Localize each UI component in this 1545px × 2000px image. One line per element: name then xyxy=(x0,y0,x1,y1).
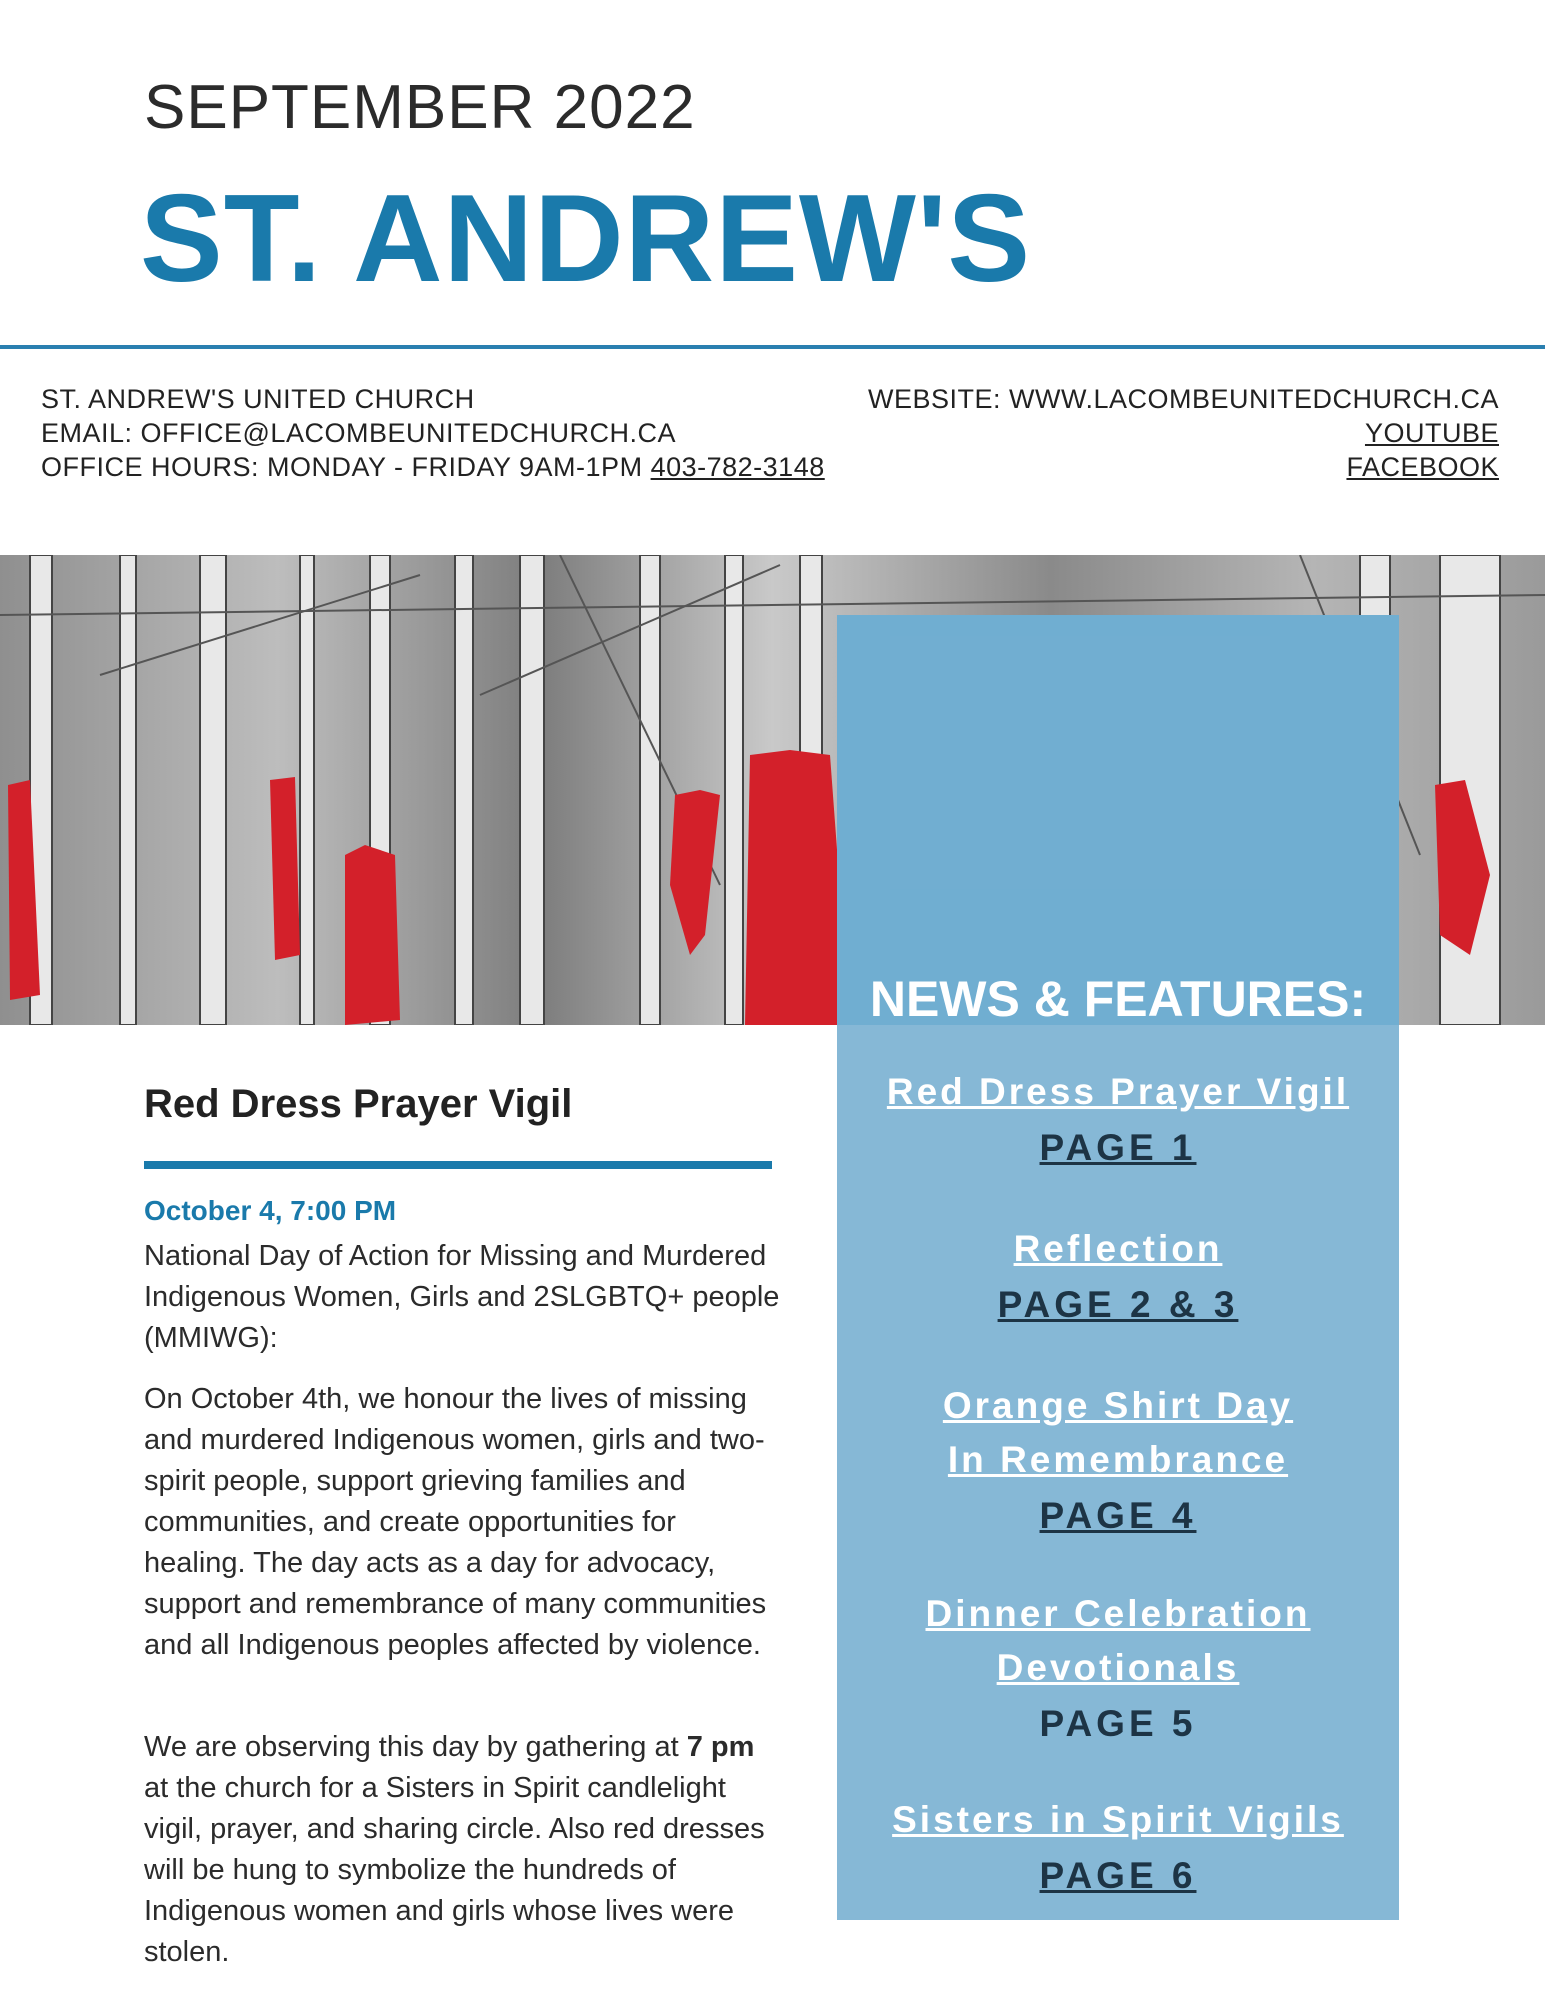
article-title: Red Dress Prayer Vigil xyxy=(144,1082,573,1126)
toc-title[interactable]: Sisters in Spirit Vigils xyxy=(892,1799,1344,1840)
article-intro-text: National Day of Action for Missing and Murdered Indigenous Women, Girls and 2SLGBTQ+ people (MMIWG): xyxy=(144,1240,780,1354)
toc-page[interactable]: PAGE 2 & 3 xyxy=(997,1284,1239,1325)
paragraph-2-start: We are observing this day by gathering at xyxy=(144,1731,687,1763)
contact-info-right xyxy=(868,382,1499,484)
toc-item-red-dress[interactable] xyxy=(837,1065,1399,1177)
article-divider xyxy=(144,1161,772,1169)
toc-item-dinner-celebration[interactable] xyxy=(837,1587,1399,1753)
email-text: EMAIL: OFFICE@LACOMBEUNITEDCHURCH.CA xyxy=(41,418,676,448)
news-features-heading: NEWS & FEATURES: xyxy=(869,971,1367,1027)
toc-page[interactable]: PAGE 4 xyxy=(1039,1495,1197,1536)
header-divider xyxy=(0,345,1545,349)
facebook-link[interactable]: FACEBOOK xyxy=(1346,452,1499,482)
article-date: October 4, 7:00 PM xyxy=(144,1195,397,1226)
toc-page[interactable]: PAGE 6 xyxy=(1039,1855,1197,1896)
toc-title-line2[interactable]: Devotionals xyxy=(996,1647,1240,1688)
paragraph-2-end: at the church for a Sisters in Spirit candlelight vigil, prayer, and sharing circle. Also red dresses will be hung to symbolize the hundreds of Indigenous women and girls whose lives were stolen. xyxy=(144,1772,765,1968)
toc-title[interactable]: Reflection xyxy=(1013,1228,1223,1269)
newsletter-title: ST. ANDREW'S xyxy=(140,170,1032,308)
church-name: ST. ANDREW'S UNITED CHURCH xyxy=(41,384,475,414)
panel-photo-overlay xyxy=(837,615,1399,1025)
toc-item-orange-shirt-day[interactable] xyxy=(837,1379,1399,1545)
article-intro xyxy=(144,1236,784,1359)
toc-item-sisters-in-spirit[interactable] xyxy=(837,1793,1399,1905)
toc-item-reflection[interactable] xyxy=(837,1222,1399,1334)
toc-page[interactable]: PAGE 5 xyxy=(1039,1703,1197,1744)
contact-info-left xyxy=(41,382,825,484)
youtube-link[interactable]: YOUTUBE xyxy=(1364,418,1499,448)
article-paragraph-2-text xyxy=(144,1727,784,1973)
phone-link[interactable]: 403-782-3148 xyxy=(650,452,825,482)
article-paragraph-2 xyxy=(144,1727,784,1973)
toc-title[interactable]: Orange Shirt Day xyxy=(942,1385,1294,1426)
toc-page[interactable]: PAGE 1 xyxy=(1039,1127,1197,1168)
office-hours-text: OFFICE HOURS: MONDAY - FRIDAY 9AM-1PM xyxy=(41,452,643,482)
newsletter-month: SEPTEMBER 2022 xyxy=(144,73,696,142)
toc-title-line2[interactable]: In Remembrance xyxy=(947,1439,1289,1480)
vigil-time: 7 pm xyxy=(686,1731,755,1763)
website-text: WEBSITE: WWW.LACOMBEUNITEDCHURCH.CA xyxy=(867,384,1499,414)
news-features-panel xyxy=(837,615,1399,1920)
toc-title[interactable]: Red Dress Prayer Vigil xyxy=(886,1071,1350,1112)
article-paragraph-1 xyxy=(144,1379,784,1666)
office-hours-line xyxy=(41,450,825,484)
article-paragraph-1-text: On October 4th, we honour the lives of missing and murdered Indigenous women, girls and two-spirit people, support grieving families and communities, and create opportunities for healing. The day acts as a day for advocacy, support and remembrance of many communities and all Indigenous peoples affected by violence. xyxy=(144,1383,767,1661)
toc-title[interactable]: Dinner Celebration xyxy=(925,1593,1311,1634)
